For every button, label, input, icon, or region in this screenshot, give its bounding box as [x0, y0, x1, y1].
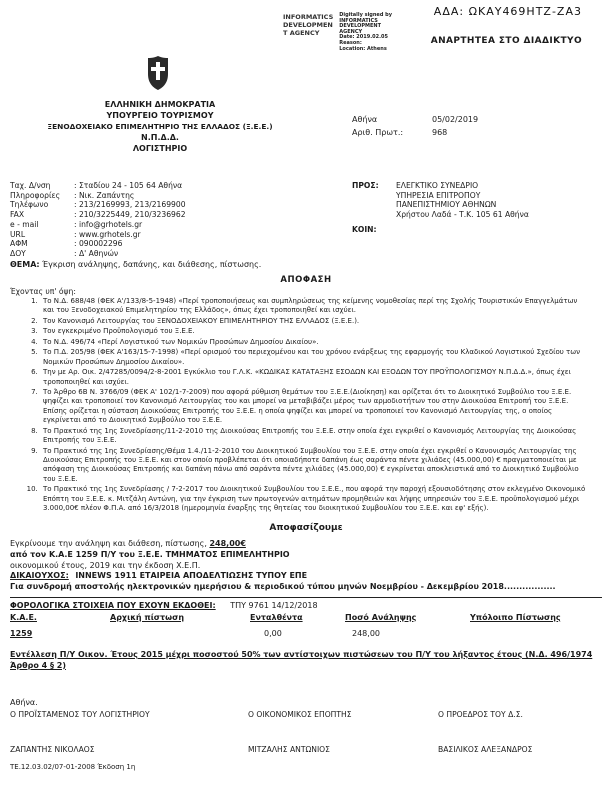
contact-value: : Σταδίου 24 - 105 64 Αθήνα: [74, 181, 183, 190]
closing-city: Αθήνα.: [10, 698, 38, 707]
document-date: 05/02/2019: [432, 115, 479, 124]
contact-value: : 090002296: [74, 239, 123, 249]
web-posting-notice: ΑΝΑΡΤΗΤΕΑ ΣΤΟ ΔΙΑΔΙΚΤΥΟ: [430, 36, 582, 46]
signature-title-accounting-head: Ο ΠΡΟΪΣΤΑΜΕΝΟΣ ΤΟΥ ΛΟΓΙΣΤΗΡΙΟΥ: [10, 710, 150, 719]
decision-title: ΑΠΟΦΑΣΗ: [280, 275, 332, 285]
pros-label: ΠΡΟΣ:: [352, 181, 379, 190]
consideration-item: 1. Το Ν.Δ. 688/48 (ΦΕΚ Α'/133/8-5-1948) «Περί τροποποιήσεως και συμπληρώσεως της κείμενης νομοθεσίας περί της Σχολής Τουριστικών Επαγγελμάτων και του Ξενοδοχειακού Επιμελητηρίου της Ελλάδος», όπως έχει τροποποιηθεί και ισχύει.: [40, 297, 590, 316]
consideration-item: 8. Το Πρακτικό της 1ης Συνεδρίασης/11-2-2010 της Διοικούσας Επιτροπής του Ξ.Ε.Ε. στην οποία έχει εγκριθεί ο Κανονισμός Λειτουργίας της Διοικούσας Επιτροπής του Ξ.Ε.Ε.: [40, 427, 590, 446]
signature-title-financial-supervisor: Ο ΟΙΚΟΝΟΜΙΚΟΣ ΕΠΟΠΤΗΣ: [248, 710, 352, 719]
considerations-section: [10, 297, 590, 515]
letterhead-line: ΥΠΟΥΡΓΕΙΟ ΤΟΥΡΙΣΜΟΥ: [106, 111, 214, 120]
contact-row: [10, 220, 186, 230]
contact-value: : Δ' Αθηνών: [74, 248, 119, 258]
col-header-remaining-credit: Υπόλοιπο Πίστωσης: [470, 613, 561, 622]
cell-remaining-credit: [470, 629, 602, 638]
contact-row: [10, 191, 186, 201]
resolve-title: Αποφασίζουμε: [269, 523, 343, 533]
signature-name-accounting-head: ΖΑΠΑΝΤΗΣ ΝΙΚΟΛΑΟΣ: [10, 745, 95, 754]
consideration-item: 5. Το Π.Δ. 205/98 (ΦΕΚ Α'163/15-7-1998) «Περί ορισμού του περιεχομένου και του χρόνου ενάρξεως της εφαρμογής του Κλαδικού Λογιστικού Σχεδίου των Νομικών Προσώπων Δημοσίου Δικαίου».: [40, 348, 590, 367]
date-protocol-block: [352, 113, 478, 139]
contact-value: : Νικ. Ζαπάντης: [74, 190, 135, 200]
letterhead-line: ΕΛΛΗΝΙΚΗ ΔΗΜΟΚΡΑΤΙΑ: [104, 100, 216, 109]
protocol-number: 968: [432, 128, 448, 137]
recipient-lines: [396, 181, 529, 220]
beneficiary-name: INNEWS 1911 ΕΤΑΙΡΕΙΑ ΑΠΟΔΕΛΤΙΩΣΗΣ ΤΥΠΟΥ ΕΠΕ: [75, 571, 308, 580]
contact-email-value: : info@grhotels.gr: [74, 219, 143, 229]
contact-label: Τηλέφωνο: [10, 200, 49, 210]
tax-info-line: [10, 601, 318, 610]
consideration-item: 7. Το Άρθρο 6Β Ν. 3766/09 (ΦΕΚ Α' 102/1-7-2009) που αφορά ρύθμιση θεμάτων του Ξ.Ε.Ε.(Διοίκηση) και ορίζεται ότι το Διοικητικό Συμβούλιο του Ξ.Ε.Ε. ψηφίζει και τροποποιεί τον Κανονισμό Λειτουργίας του και μπορεί να μεταβιβάζει μέρος των αρμοδιοτήτων του στην Διοικούσα Επιτροπή του Ξ.Ε.Ε. Επίσης ορίζεται η σύσταση Διοικούσας Επιτροπής του Ξ.Ε.Ε. η οποία ψηφίζει και μπορεί να τροποποιεί τον Κανονισμό Λειτουργίας της, ο οποίος εγκρίνεται από το Διοικητικό Συμβούλιο του Ξ.Ε.Ε.: [40, 388, 590, 426]
signature-agency-line: T AGENCY: [283, 29, 320, 37]
fiscal-year-line: οικονομικού έτους, 2019 και την έκδοση Χ.Ε.Π.: [10, 561, 201, 570]
protocol-label: Αριθ. Πρωτ.:: [352, 128, 404, 137]
letterhead-line: ΛΟΓΙΣΤΗΡΙΟ: [132, 144, 188, 153]
document-template-code: ΤΕ.12.03.02/07-01-2008 Έκδοση 1η: [10, 763, 136, 771]
letterhead-line: Ν.Π.Δ.Δ.: [141, 133, 179, 142]
beneficiary-label: ΔΙΚΑΙΟΥΧΟΣ:: [10, 571, 69, 580]
contact-row: [10, 200, 186, 210]
subject-label: ΘΕΜΑ:: [10, 260, 40, 269]
letterhead-line: ΞΕΝΟΔΟΧΕΙΑΚΟ ΕΠΙΜΕΛΗΤΗΡΙΟ ΤΗΣ ΕΛΛΑΔΟΣ (Ξ.Ε.Ε.): [47, 122, 273, 131]
letterhead: [10, 99, 310, 154]
subject-text: Έγκριση ανάληψης, δαπάνης, και διάθεσης, πίστωσης.: [42, 260, 262, 269]
signature-details: [339, 13, 395, 52]
signature-agency-line: INFORMATICS: [283, 13, 334, 21]
beneficiary-line: [10, 571, 602, 580]
recipient-line: Χρήστου Λαδά - Τ.Κ. 105 61 Αθήνα: [396, 210, 529, 220]
contact-row: [10, 181, 186, 191]
considerations-list: [10, 297, 590, 514]
recipient-line: ΥΠΗΡΕΣΙΑ ΕΠΙΤΡΟΠΟΥ: [396, 190, 481, 200]
contact-label: ΑΦΜ: [10, 239, 28, 249]
ada-code: ΑΔΑ: ΩΚΑΥ469ΗΤΖ-ΖΑ3: [433, 5, 582, 18]
contact-row: [10, 239, 186, 249]
credit-table-value-row: [10, 629, 602, 638]
approval-text: Εγκρίνουμε την ανάληψη και διάθεση, πίστωσης,: [10, 539, 207, 548]
consideration-item: 10. Το Πρακτικό της 1ης Συνεδρίασης / 7-2-2017 του Διοικητικού Συμβουλίου του Ξ.Ε.Ε., που αφορά την παροχή εξουσιοδότησης στον εκλεγμένο Οικονομικό Επόπτη του Ξ.Ε.Ε. κ. Μιτζάλη Αντώνη, για την έγκριση των πρωτογενών αιτημάτων προμηθειών και λήψης υπηρεσιών του Ξ.Ε.Ε. προϋπολογισμού μέχρι 3.000,00€ πλέον Φ.Π.Α. από 16/3/2018 (ημερομηνία έναρξης της θητείας του διοικητικού Συμβουλίου του Ξ.Ε.Ε. και εφ' εξής).: [40, 485, 590, 513]
kae-line: από τον Κ.Α.Ε 1259 Π/Υ του Ξ.Ε.Ε. ΤΜΗΜΑΤΟΣ ΕΠΙΜΕΛΗΤΗΡΙΟ: [10, 550, 290, 559]
contact-value: : 213/2169993, 213/2169900: [74, 200, 186, 210]
tax-info-value: ΤΠΥ 9761 14/12/2018: [230, 601, 318, 610]
signature-detail-line: Date: 2019.02.05: [339, 34, 388, 41]
consideration-item: 3. Τον εγκεκριμένο Προϋπολογισμό του Ξ.Ε.Ε.: [40, 327, 590, 336]
contact-row: [10, 230, 186, 240]
recipient-line: ΕΛΕΓΚΤΙΚΟ ΣΥΝΕΔΡΙΟ: [396, 181, 479, 190]
contact-label: ΔΟΥ: [10, 248, 26, 258]
signature-detail-line: DEVELOPMENT AGENCY: [339, 23, 382, 35]
col-header-initial-credit: Αρχική πίστωση: [110, 613, 185, 622]
col-header-analipsi-amount: Ποσό Ανάληψης: [345, 613, 417, 622]
contact-label: URL: [10, 229, 26, 239]
recipient-block: [352, 181, 529, 220]
contact-label: e - mail: [10, 219, 39, 229]
signature-detail-line: INFORMATICS: [339, 17, 378, 24]
signature-detail-line: Reason:: [339, 39, 362, 46]
cell-entaltheta: 0,00: [264, 629, 282, 638]
signature-title-board-president: Ο ΠΡΟΕΔΡΟΣ ΤΟΥ Δ.Σ.: [438, 710, 523, 719]
contact-value: : 210/3225449, 210/3236962: [74, 210, 186, 220]
consideration-item: 9. Το Πρακτικό της 1ης Συνεδρίασης/Θέμα 1.4./11-2-2010 του Διοικητικού Συμβουλίου του Ξ.Ε.Ε. στην οποία έχει εγκριθεί ο Κανονισμός Λειτουργίας της Διοικούσας Επιτροπής του Ξ.Ε.Ε. και στον οποίο προβλέπεται ότι οποιαδήποτε δαπάνη έως σαράντα πέντε χιλιάδες (45.000,00) € πραγματοποιείται με απόφαση της Διοικούσας Επιτροπής και δαπάνη πάνω από σαράντα πέντε χιλιάδες (45.000,00) € εγκρίνεται αποκλειστικά από το Διοικητικό Συμβούλιο του Ξ.Ε.Ε.: [40, 447, 590, 485]
section-divider: [10, 597, 602, 598]
contact-row: [10, 249, 186, 259]
signature-agency-line: DEVELOPMEN: [283, 21, 333, 29]
subject-line: [10, 260, 588, 269]
credit-table: [10, 613, 602, 638]
col-header-kae: Κ.Α.Ε.: [10, 613, 37, 622]
consideration-item: 2. Τον Κανονισμό Λειτουργίας του ΞΕΝΟΔΟΧΕΙΑΚΟΥ ΕΠΙΜΕΛΗΤΗΡΙΟΥ ΤΗΣ ΕΛΛΑΔΟΣ (Ξ.Ε.Ε.).: [40, 317, 590, 326]
hellenic-republic-emblem: [146, 54, 170, 92]
contact-label: FAX: [10, 210, 25, 220]
signature-agency: [283, 13, 333, 52]
considering-intro: Έχοντας υπ' όψη:: [10, 287, 76, 296]
credit-table-header-row: [10, 613, 602, 622]
digital-signature-stamp: [283, 13, 395, 52]
signature-detail-line: Digitally signed by: [339, 12, 392, 18]
purpose-line: Για συνδρομή αποστολής ηλεκτρονικών ημερήσιου & περιοδικού τύπου μηνών Νοεμβρίου - Δεκεμβρίου 2018.................: [10, 582, 556, 591]
consideration-item: 6. Την με Αρ. Οικ. 2/47285/0094/2-8-2001 Εγκύκλιο του Γ.Λ.Κ. «ΚΩΔΙΚΑΣ ΚΑΤΑΤΑΞΗΣ ΕΣΟΔΩΝ ΚΑΙ ΕΞΟΔΩΝ ΤΟΥ ΠΡΟΫΠΟΛΟΓΙΣΜΟΥ Ν.Π.Δ.Δ.», όπως έχει τροποποιηθεί και ισχύει.: [40, 368, 590, 387]
city-label: Αθήνα: [352, 115, 378, 124]
budget-note: Εντέλλεση Π/Υ Οικον. Έτους 2015 μέχρι ποσοστού 50% των αντίστοιχων πιστώσεων του Π/Υ του λήξαντος έτους (Ν.Δ. 496/1974 Άρθρο 4 § 2): [10, 650, 593, 670]
recipient-line: ΠΑΝΕΠΙΣΤΗΜΙΟΥ ΑΘΗΝΩΝ: [396, 200, 497, 210]
contact-row: [10, 210, 186, 220]
consideration-item: 4. Το Ν.Δ. 496/74 «Περί Λογιστικού των Νομικών Προσώπων Δημοσίου Δικαίου».: [40, 338, 590, 347]
cell-analipsi-amount: 248,00: [352, 629, 380, 638]
cell-kae: 1259: [10, 629, 33, 638]
approval-amount: 248,00€: [209, 539, 246, 548]
contact-block: [10, 181, 186, 259]
contact-label: Ταχ. Δ/νση: [10, 181, 51, 190]
approval-line: [10, 539, 602, 548]
contact-label: Πληροφορίες: [10, 190, 61, 200]
signature-name-board-president: ΒΑΣΙΛΙΚΟΣ ΑΛΕΞΑΝΔΡΟΣ: [438, 745, 533, 754]
col-header-entaltheta: Ενταλθέντα: [250, 613, 303, 622]
koin-label: ΚΟΙΝ:: [352, 225, 377, 234]
contact-url-value: : www.grhotels.gr: [74, 229, 141, 239]
signature-name-financial-supervisor: ΜΙΤΖΑΛΗΣ ΑΝΤΩΝΙΟΣ: [248, 745, 330, 754]
cell-initial-credit: [110, 629, 250, 638]
tax-info-label: ΦΟΡΟΛΟΓΙΚΑ ΣΤΟΙΧΕΙΑ ΠΟΥ ΕΧΟΥΝ ΕΚΔΟΘΕΙ:: [10, 601, 216, 610]
signature-detail-line: Location: Athens: [339, 45, 387, 52]
